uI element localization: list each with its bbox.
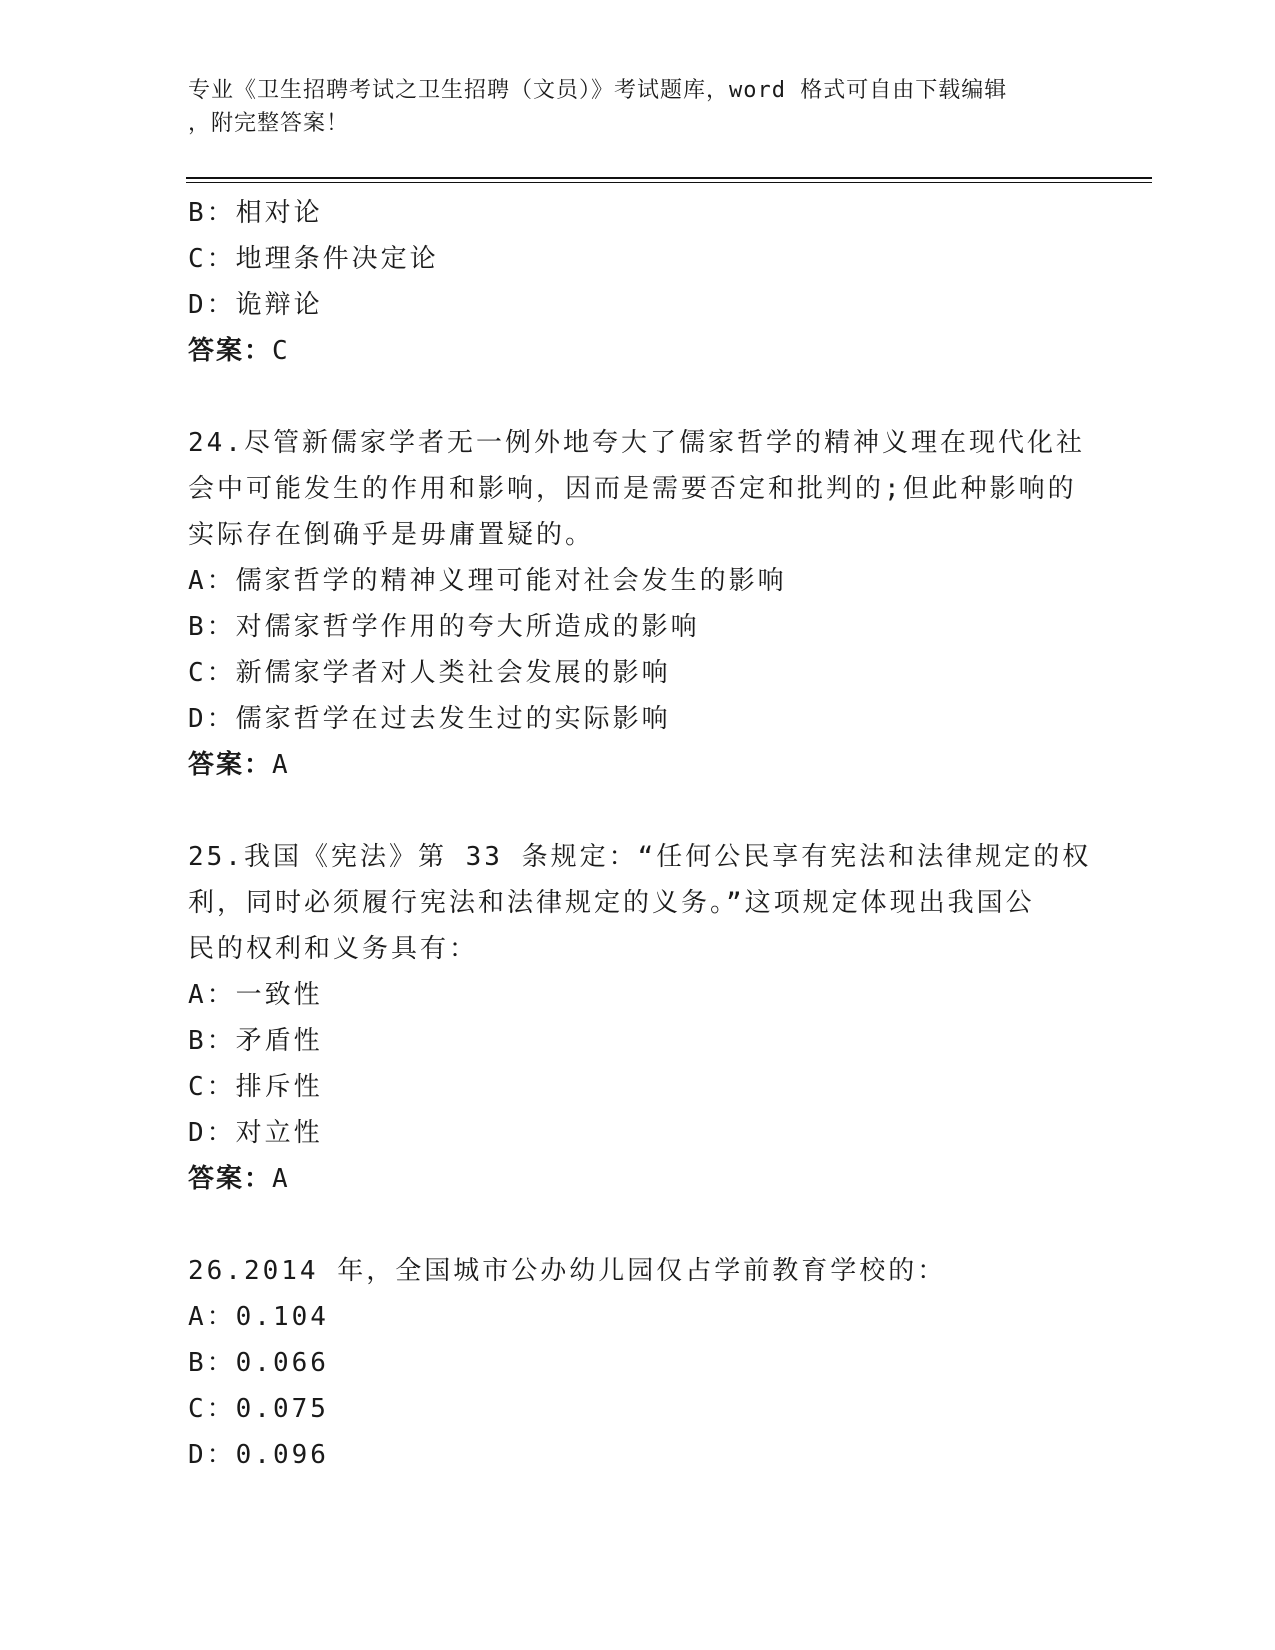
answer-line bbox=[188, 742, 1088, 788]
option-c: C：地理条件决定论 bbox=[188, 244, 439, 274]
question-26 bbox=[188, 1248, 1088, 1478]
header-divider-thick bbox=[186, 177, 1152, 179]
header-line-2: ，附完整答案！ bbox=[188, 111, 350, 136]
question-24 bbox=[188, 420, 1088, 788]
answer-label: 答案： bbox=[188, 336, 273, 366]
answer-label: 答案： bbox=[188, 750, 273, 780]
question-25 bbox=[188, 834, 1092, 1202]
header-line-1: 专业《卫生招聘考试之卫生招聘（文员）》考试题库，word 格式可自由下载编辑 bbox=[188, 78, 1008, 103]
answer-value: A bbox=[272, 1164, 291, 1194]
question-text-line: 利，同时必须履行宪法和法律规定的义务。”这项规定体现出我国公 bbox=[188, 888, 1035, 918]
option-c: C：排斥性 bbox=[188, 1072, 323, 1102]
question-text-line: 24.尽管新儒家学者无一例外地夸大了儒家哲学的精神义理在现代化社 bbox=[188, 428, 1085, 458]
answer-value: A bbox=[272, 750, 291, 780]
option-c: C：0.075 bbox=[188, 1394, 329, 1424]
option-d: D：诡辩论 bbox=[188, 290, 323, 320]
option-a: A：0.104 bbox=[188, 1302, 329, 1332]
option-d: D：0.096 bbox=[188, 1440, 329, 1470]
document-header bbox=[188, 74, 1068, 140]
option-d: D：儒家哲学在过去发生过的实际影响 bbox=[188, 704, 671, 734]
option-b: B：相对论 bbox=[188, 198, 323, 228]
option-a: A：一致性 bbox=[188, 980, 323, 1010]
option-d: D：对立性 bbox=[188, 1118, 323, 1148]
option-b: B：对儒家哲学作用的夸大所造成的影响 bbox=[188, 612, 700, 642]
question-text-line: 25.我国《宪法》第 33 条规定：“任何公民享有宪法和法律规定的权 bbox=[188, 842, 1092, 872]
option-b: B：矛盾性 bbox=[188, 1026, 323, 1056]
question-text-line: 民的权利和义务具有： bbox=[188, 934, 479, 964]
answer-line bbox=[188, 1156, 1088, 1202]
option-a: A：儒家哲学的精神义理可能对社会发生的影响 bbox=[188, 566, 787, 596]
question-text bbox=[188, 420, 1088, 558]
question-content bbox=[188, 190, 1092, 1478]
option-b: B：0.066 bbox=[188, 1348, 329, 1378]
question-text-line: 26.2014 年，全国城市公办幼儿园仅占学前教育学校的： bbox=[188, 1256, 947, 1286]
question-23 bbox=[188, 190, 1088, 374]
question-text bbox=[188, 834, 1092, 972]
header-divider-thin bbox=[186, 182, 1152, 183]
question-text-line: 实际存在倒确乎是毋庸置疑的。 bbox=[188, 520, 595, 550]
answer-line bbox=[188, 328, 1088, 374]
option-c: C：新儒家学者对人类社会发展的影响 bbox=[188, 658, 671, 688]
question-text-line: 会中可能发生的作用和影响，因而是需要否定和批判的;但此种影响的 bbox=[188, 474, 1077, 504]
answer-value: C bbox=[272, 336, 291, 366]
answer-label: 答案： bbox=[188, 1164, 273, 1194]
question-text bbox=[188, 1248, 1088, 1294]
